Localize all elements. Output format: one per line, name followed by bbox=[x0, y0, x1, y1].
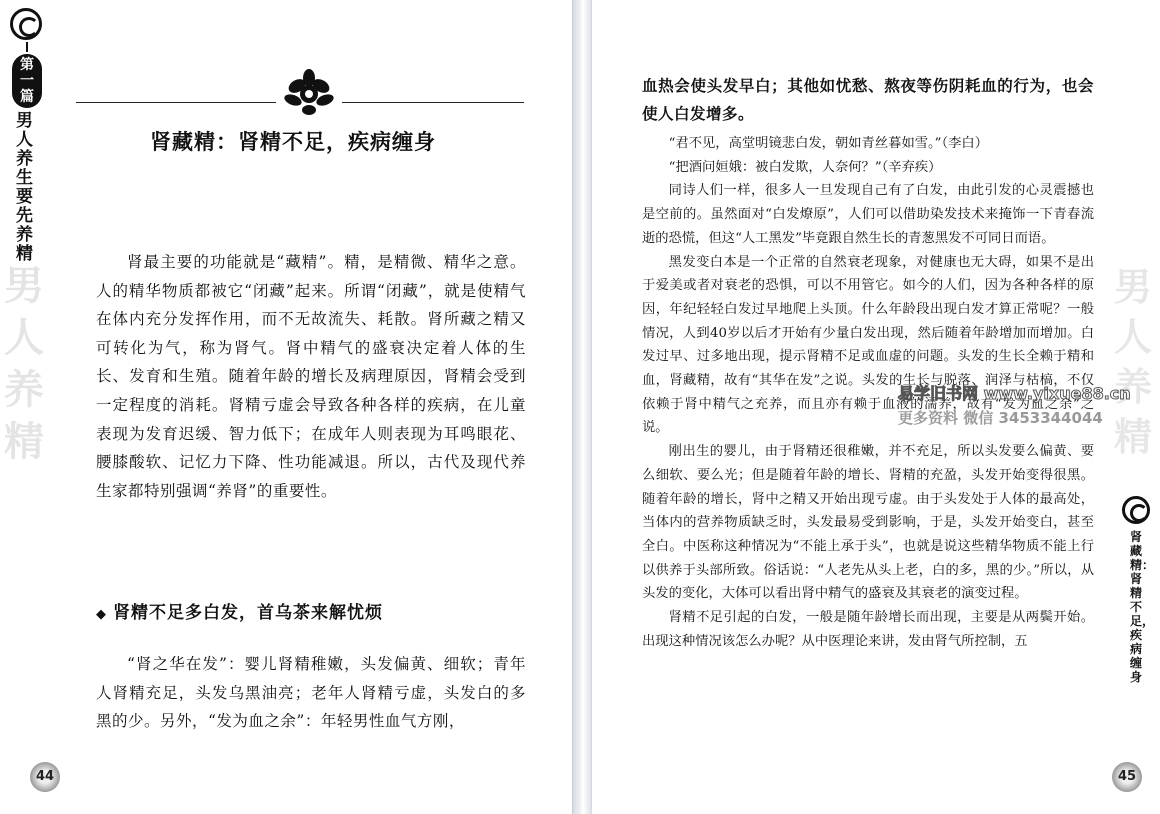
watermark-line-contact: 更多资料 微信 3453344044 bbox=[898, 409, 1103, 427]
background-watermark: 男人养精 bbox=[1114, 265, 1153, 459]
chapter-title-vertical: 男人养生要先养精 bbox=[16, 111, 33, 264]
right-top-paragraph: 血热会使头发早白；其他如忧愁、熬夜等伤阴耗血的行为，也会使人白发增多。 bbox=[642, 76, 1094, 123]
spiral-emblem-icon bbox=[10, 8, 42, 40]
diamond-bullet-icon: ◆ bbox=[96, 607, 107, 622]
watermark-line-site: 易学旧书网 www.yixue88.cn bbox=[898, 384, 1131, 403]
section-title: 肾藏精：肾精不足，疾病缠身 bbox=[150, 130, 436, 154]
sub-text bbox=[96, 650, 526, 736]
body-paragraph: 刚出生的婴儿，由于肾精还很稚嫩，并不充足，所以头发要么偏黄、要么细软、要么光；但是随着年龄的增长、肾精的充盈，头发开始变得很黑。随着年龄的增长，肾中之精又开始出现亏虚。由于头发处于人体的最高处，当体内的营养物质缺乏时，头发最易受到影响，于是，头发开始变白，甚至全白。中医称这种情况为“不能上承于头”，也就是说这些精华物质不能上行以供养于头部所致。俗话说：“人老先从头上老，白的多，黑的少。”所以，从头发的变化，大体可以看出肾中精气的盛衰及其衰老的演变过程。 bbox=[642, 444, 1094, 602]
body-paragraph: 黑发变白本是一个正常的自然衰老现象，对健康也无大碍，如果不是出于爱美或者对衰老的恐惧，可以不用管它。如今的人们，因为各种各样的原因，年纪轻轻白发过早地爬上头顶。什么年龄段出现白发才算正常呢？一般情况，人到40岁以后才开始有少量白发出现，然后随着年龄增加而增加。白发过早、过多地出现，提示肾精不足或血虚的问题。头发的生长全赖于精和血，肾藏精，故有“其华在发”之说。头发的生长与脱落、润泽与枯槁，不仅依赖于肾中精气之充养，而且亦有赖于血液的濡养，故有“发为血之余”之说。 bbox=[642, 254, 1094, 436]
band-divider bbox=[26, 42, 28, 52]
chapter-badge-char: 篇 bbox=[20, 89, 34, 105]
chapter-badge bbox=[12, 54, 42, 108]
background-watermark: 男人养精 bbox=[4, 263, 44, 465]
subheading-text: 肾精不足多白发，首乌茶来解忧烦 bbox=[113, 603, 383, 623]
section-side-band bbox=[1122, 496, 1154, 684]
section-title-vertical: 肾藏精：肾精不足，疾病缠身 bbox=[1130, 530, 1155, 684]
chapter-badge-char: 一 bbox=[20, 73, 34, 89]
ornament-line-left bbox=[76, 102, 276, 103]
quote-xin-qiji: “把酒问姮娥：被白发欺，人奈何？”（辛弃疾） bbox=[668, 159, 942, 175]
left-page bbox=[0, 0, 572, 814]
intro-paragraph: 肾最主要的功能就是“藏精”。精，是精微、精华之意。人的精华物质都被它“闭藏”起来。所谓“闭藏”，就是使精气在体内充分发挥作用，而不无故流失、耗散。肾所藏之精又可转化为气，称为肾气。肾中精气的盛衰决定着人体的生长、发育和生殖。随着年龄的增长及病理原因，肾精会受到一定程度的消耗。肾精亏虚会导致各种各样的疾病，在儿童表现为发育迟缓、智力低下；在成年人则表现为耳鸣眼花、腰膝酸软、记忆力下降、性功能减退。所以，古代及现代养生家都特别强调“养肾”的重要性。 bbox=[96, 253, 526, 500]
site-watermark-overlay bbox=[898, 382, 1158, 430]
subheading bbox=[96, 598, 383, 623]
book-gutter bbox=[572, 0, 592, 814]
chapter-side-band bbox=[10, 8, 44, 264]
quote-li-bai: “君不见，高堂明镜悲白发，朝如青丝暮如雪。”（李白） bbox=[668, 136, 989, 151]
chapter-badge-char: 第 bbox=[20, 57, 34, 73]
ornament-line-right bbox=[342, 102, 524, 103]
body-paragraph: 肾精不足引起的白发，一般是随年龄增长而出现，主要是从两鬓开始。出现这种情况该怎么办呢？从中医理论来讲，发由肾气所控制，五 bbox=[642, 610, 1094, 649]
body-paragraph: 同诗人们一样，很多人一旦发现自己有了白发，由此引发的心灵震撼也是空前的。虽然面对“白发燎原”，人们可以借助染发技术来掩饰一下青春流逝的恐慌，但这“人工黑发”毕竟跟自然生长的青葱黑发不可同日而语。 bbox=[642, 183, 1094, 246]
page-number-left: 44 bbox=[30, 762, 60, 792]
sub-paragraph: “肾之华在发”：婴儿肾精稚嫩，头发偏黄、细软；青年人肾精充足，头发乌黑油亮；老年人肾精亏虚，头发白的多黑的少。另外，“发为血之余”：年轻男性血气方刚， bbox=[96, 655, 526, 731]
spiral-emblem-icon bbox=[1122, 496, 1150, 524]
page-number-right: 45 bbox=[1112, 762, 1142, 792]
lotus-ornament-icon bbox=[283, 68, 335, 116]
intro-text bbox=[96, 248, 526, 505]
